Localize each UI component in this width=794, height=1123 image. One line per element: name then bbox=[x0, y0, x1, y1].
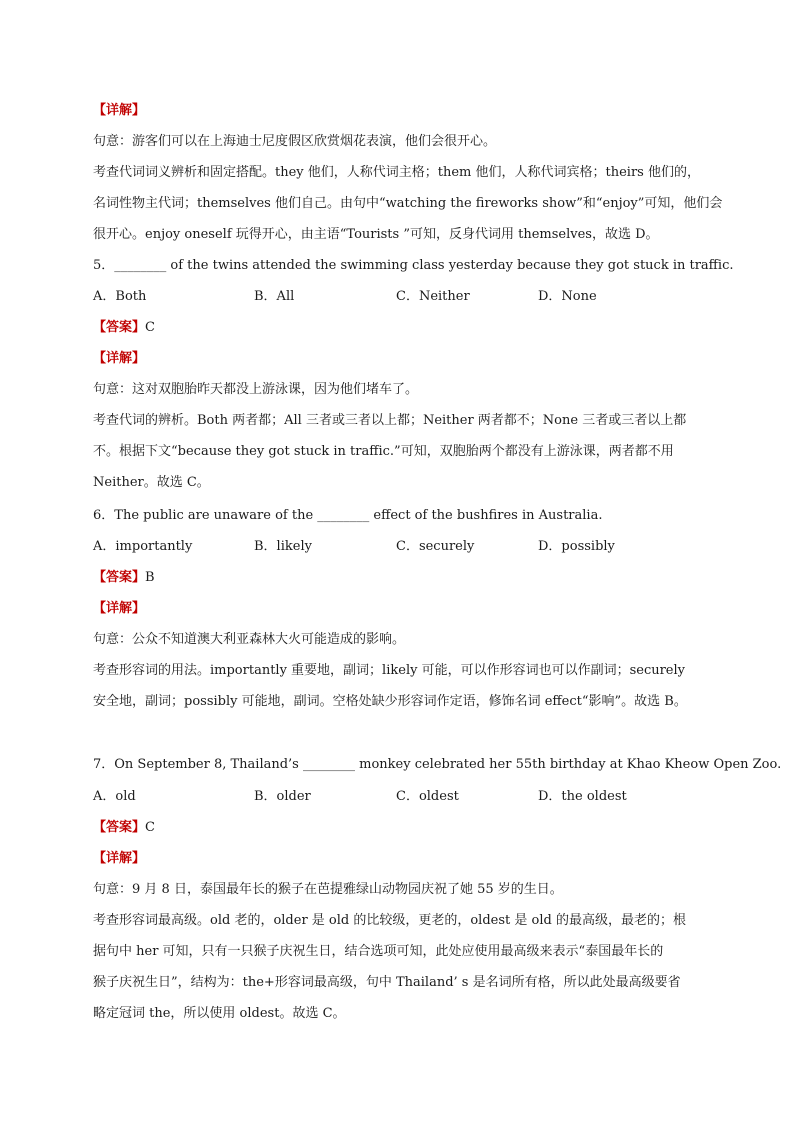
detail-tag: 【详解】 bbox=[93, 851, 146, 866]
analysis-line: 猴子庆祝生日”，结构为：the+形容词最高级，句中 Thailand’ s 是名词所有格，所以此处最高级要省 bbox=[93, 975, 681, 990]
analysis-line: 略定冠词 the，所以使用 oldest。故选 C。 bbox=[93, 1006, 346, 1021]
answer-value: B bbox=[145, 570, 155, 585]
analysis-line: 考查形容词的用法。importantly 重要地，副词；likely 可能，可以作形容词也可以作副词；securely bbox=[93, 663, 686, 678]
detail-tag: 【详解】 bbox=[93, 351, 146, 366]
analysis-line: 据句中 her 可知，只有一只猴子庆祝生日，结合选项可知，此处应使用最高级来表示“泰国最年长的 bbox=[93, 944, 664, 959]
option-b: B．likely bbox=[254, 539, 312, 554]
question-stem: 5．________ of the twins attended the swimming class yesterday because they got stuck in traffic. bbox=[93, 258, 734, 273]
answer-value: C bbox=[145, 820, 155, 835]
analysis-line: 考查代词词义辨析和固定搭配。they 他们，人称代词主格；them 他们，人称代词宾格；theirs 他们的， bbox=[93, 165, 700, 180]
question-stem: 7．On September 8, Thailand’s ________ monkey celebrated her 55th birthday at Khao Kheow Open Zoo. bbox=[93, 757, 782, 772]
option-b: B．older bbox=[254, 789, 311, 804]
option-d: D．None bbox=[538, 289, 597, 304]
option-d: D．the oldest bbox=[538, 789, 627, 804]
analysis-line: 名词性物主代词；themselves 他们自己。由句中“watching the fireworks show”和“enjoy”可知，他们会 bbox=[93, 196, 723, 211]
answer-line bbox=[93, 318, 155, 338]
answer-tag: 【答案】 bbox=[93, 820, 146, 835]
option-c: C．oldest bbox=[396, 789, 459, 804]
analysis-line: 不。根据下文“because they got stuck in traffic.”可知，双胞胎两个都没有上游泳课，两者都不用 bbox=[93, 444, 674, 459]
option-b: B．All bbox=[254, 289, 295, 304]
option-d: D．possibly bbox=[538, 539, 615, 554]
analysis-line: 安全地，副词；possibly 可能地，副词。空格处缺少形容词作定语，修饰名词 effect“影响”。故选 B。 bbox=[93, 694, 687, 709]
sentence-meaning: 句意：公众不知道澳大利亚森林大火可能造成的影响。 bbox=[93, 632, 406, 647]
answer-line bbox=[93, 568, 155, 588]
option-c: C．Neither bbox=[396, 289, 470, 304]
option-a: A．Both bbox=[93, 289, 147, 304]
analysis-line: 考查代词的辨析。Both 两者都；All 三者或三者以上都；Neither 两者都不；None 三者或三者以上都 bbox=[93, 413, 687, 428]
analysis-line: 考查形容词最高级。old 老的，older 是 old 的比较级，更老的，oldest 是 old 的最高级，最老的；根 bbox=[93, 913, 686, 928]
detail-tag: 【详解】 bbox=[93, 601, 146, 616]
sentence-meaning: 句意：这对双胞胎昨天都没上游泳课，因为他们堵车了。 bbox=[93, 382, 419, 397]
detail-tag: 【详解】 bbox=[93, 103, 146, 118]
analysis-line: 很开心。enjoy oneself 玩得开心，由主语“Tourists ”可知，反身代词用 themselves，故选 D。 bbox=[93, 227, 659, 242]
option-a: A．importantly bbox=[93, 539, 193, 554]
answer-tag: 【答案】 bbox=[93, 320, 146, 335]
sentence-meaning: 句意：游客们可以在上海迪士尼度假区欣赏烟花表演，他们会很开心。 bbox=[93, 134, 497, 149]
option-a: A．old bbox=[93, 789, 136, 804]
analysis-line: Neither。故选 C。 bbox=[93, 475, 210, 490]
sentence-meaning: 句意：9 月 8 日，泰国最年长的猴子在芭提雅绿山动物园庆祝了她 55 岁的生日。 bbox=[93, 882, 563, 897]
answer-line bbox=[93, 818, 155, 838]
answer-tag: 【答案】 bbox=[93, 570, 146, 585]
answer-value: C bbox=[145, 320, 155, 335]
option-c: C．securely bbox=[396, 539, 475, 554]
question-stem: 6．The public are unaware of the ________ effect of the bushfires in Australia. bbox=[93, 508, 603, 523]
